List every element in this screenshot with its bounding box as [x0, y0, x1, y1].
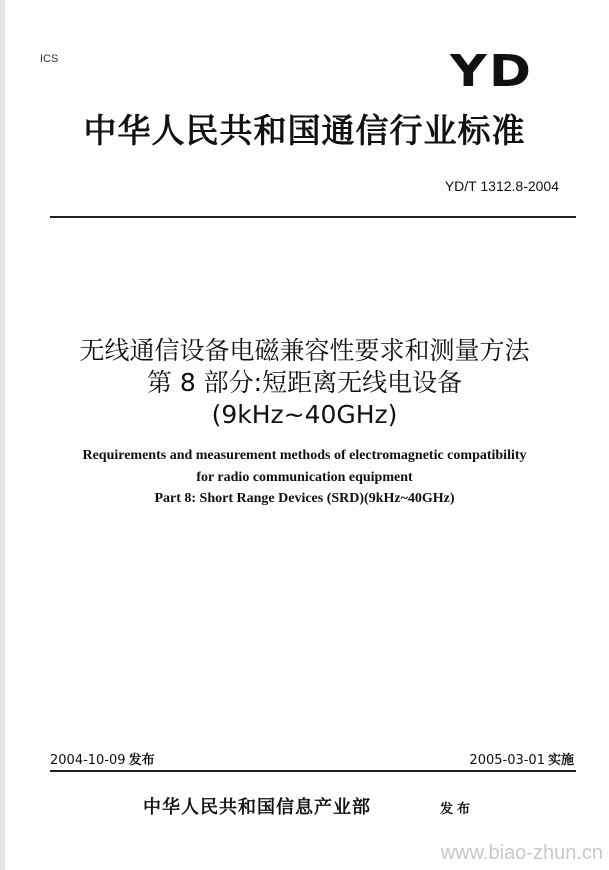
- issuing-authority: 中华人民共和国信息产业部: [143, 797, 371, 818]
- zh-title-line-2: 第 8 部分:短距离无线电设备: [146, 368, 463, 397]
- effective-date-value: 2005-03-01: [469, 753, 545, 768]
- issued-date-value: 2004-10-09: [50, 753, 126, 768]
- watermark-url: www.biao-zhun.cn: [440, 842, 603, 864]
- issued-label: 发布: [128, 753, 155, 768]
- en-title-line-3: Part 8: Short Range Devices (SRD)(9kHz~40GHz): [154, 491, 455, 506]
- standard-title: 中华人民共和国通信行业标准: [83, 111, 526, 150]
- header-divider: [50, 216, 576, 218]
- issued-date: [50, 749, 155, 768]
- footer-divider: [50, 770, 576, 772]
- ics-label: ICS: [40, 53, 59, 65]
- yd-logo: YD: [450, 46, 534, 97]
- standard-code: YD/T 1312.8-2004: [444, 178, 559, 194]
- effective-label: 实施: [547, 753, 574, 768]
- issuing-action: 发布: [440, 802, 475, 817]
- zh-title-line-3: (9kHz~40GHz): [211, 400, 398, 429]
- effective-date: [469, 749, 574, 768]
- en-title-line-1: Requirements and measurement methods of electromagnetic compatibility: [82, 448, 527, 463]
- en-title-line-2: for radio communication equipment: [196, 470, 413, 485]
- zh-title-line-1: 无线通信设备电磁兼容性要求和测量方法: [79, 336, 530, 365]
